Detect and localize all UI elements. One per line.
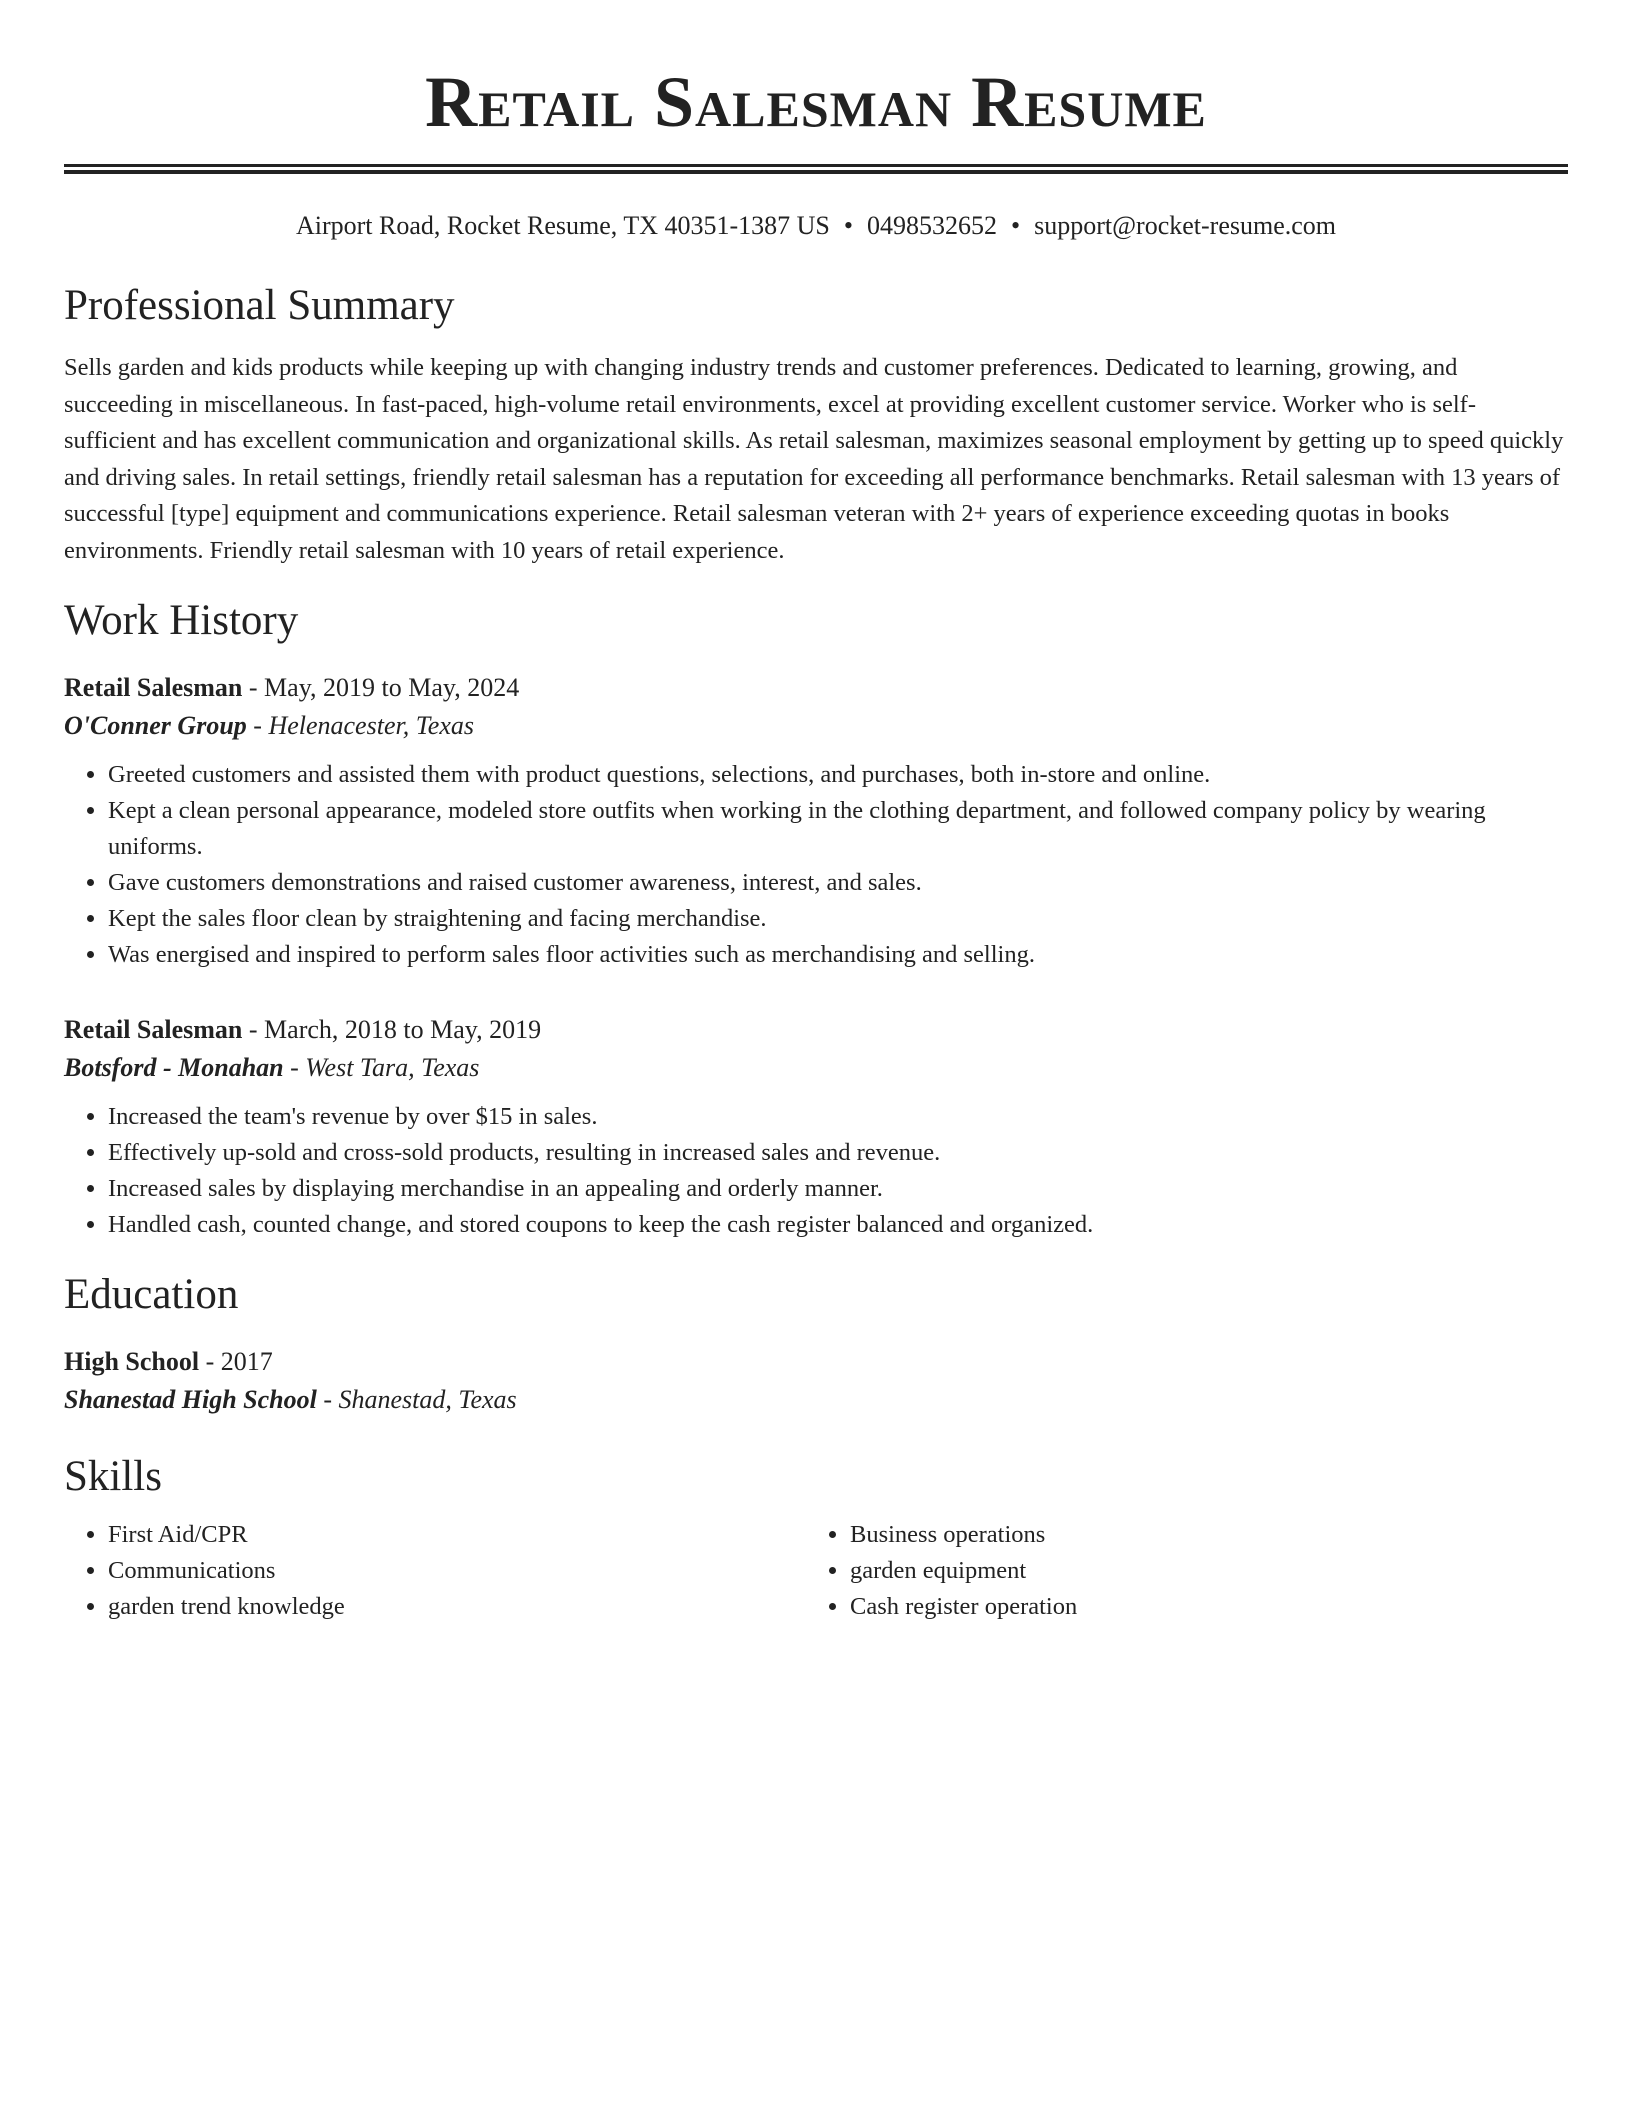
job-title: Retail Salesman (64, 1015, 243, 1044)
job-title-line (64, 1011, 1568, 1049)
job-location: - West Tara, Texas (283, 1053, 480, 1082)
education-degree-line (64, 1343, 1568, 1381)
skill-item: • Cash register operation (850, 1589, 1548, 1625)
job-duty: • Greeted customers and assisted them with product questions, selections, and purchases, both in-store and online. (108, 757, 1568, 793)
education-school-line (64, 1381, 1568, 1419)
title-divider (64, 164, 1568, 174)
education-school: Shanestad High School (64, 1385, 317, 1414)
skills-list (806, 1517, 1548, 1625)
job-duty: • Was energised and inspired to perform sales floor activities such as merchandising and selling. (108, 937, 1568, 973)
skill-item: • garden trend knowledge (108, 1589, 806, 1625)
job-entry (64, 669, 1568, 973)
job-duty: • Increased sales by displaying merchandise in an appealing and orderly manner. (108, 1171, 1568, 1207)
resume-page (64, 0, 1568, 1625)
job-duty: • Handled cash, counted change, and stored coupons to keep the cash register balanced and organized. (108, 1207, 1568, 1243)
job-duty: • Kept the sales floor clean by straightening and facing merchandise. (108, 901, 1568, 937)
job-duties-list (64, 1099, 1568, 1243)
skill-item: • Business operations (850, 1517, 1548, 1553)
skills-heading: Skills (64, 1453, 162, 1500)
contact-email: support@rocket-resume.com (1034, 211, 1337, 240)
contact-separator: • (1011, 211, 1021, 240)
job-entry (64, 1011, 1568, 1243)
skill-item: • Communications (108, 1553, 806, 1589)
skill-item: • First Aid/CPR (108, 1517, 806, 1553)
education-heading: Education (64, 1271, 239, 1318)
resume-title: Retail Salesman Resume (425, 62, 1207, 142)
contact-line (64, 210, 1568, 242)
job-company-line (64, 1049, 1568, 1087)
skills-column-right (806, 1517, 1548, 1625)
education-year: - 2017 (199, 1347, 273, 1376)
education-entry (64, 1343, 1568, 1419)
contact-phone: 0498532652 (867, 211, 997, 240)
job-duty: • Increased the team's revenue by over $15 in sales. (108, 1099, 1568, 1135)
job-company: Botsford - Monahan (64, 1053, 284, 1082)
job-company-line (64, 707, 1568, 745)
job-duty: • Effectively up-sold and cross-sold products, resulting in increased sales and revenue. (108, 1135, 1568, 1171)
job-duty: • Kept a clean personal appearance, modeled store outfits when working in the clothing department, and followed company policy by wearing uniforms. (108, 793, 1568, 865)
job-duty: • Gave customers demonstrations and raised customer awareness, interest, and sales. (108, 865, 1568, 901)
job-company: O'Conner Group (64, 711, 247, 740)
education-location: - Shanestad, Texas (316, 1385, 517, 1414)
skill-item: • garden equipment (850, 1553, 1548, 1589)
job-dates: - March, 2018 to May, 2019 (242, 1015, 542, 1044)
job-dates: - May, 2019 to May, 2024 (242, 673, 520, 702)
work-history-heading: Work History (64, 597, 299, 644)
summary-text: Sells garden and kids products while keeping up with changing industry trends and customer preferences. Dedicated to learning, growing, and succeeding in miscellaneous. In fast-paced, high-volume retail environments, excel at providing excellent customer service. Worker who is self-sufficient and has excellent communication and organizational skills. As retail salesman, maximizes seasonal employment by getting up to speed quickly and driving sales. In retail settings, friendly retail salesman has a reputation for exceeding all performance benchmarks. Retail salesman with 13 years of successful [type] equipment and communications experience. Retail salesman veteran with 2+ years of experience exceeding quotas in books environments. Friendly retail salesman with 10 years of retail experience. (64, 354, 1564, 564)
job-title-line (64, 669, 1568, 707)
job-duties-list (64, 757, 1568, 973)
contact-separator: • (843, 211, 853, 240)
contact-address: Airport Road, Rocket Resume, TX 40351-1387 US (295, 211, 830, 240)
summary-heading: Professional Summary (64, 282, 455, 329)
skills-column-left (64, 1517, 806, 1625)
skills-list (64, 1517, 806, 1625)
education-degree: High School (64, 1347, 200, 1376)
skills-columns (64, 1517, 1568, 1625)
job-title: Retail Salesman (64, 673, 243, 702)
job-location: - Helenacester, Texas (246, 711, 474, 740)
